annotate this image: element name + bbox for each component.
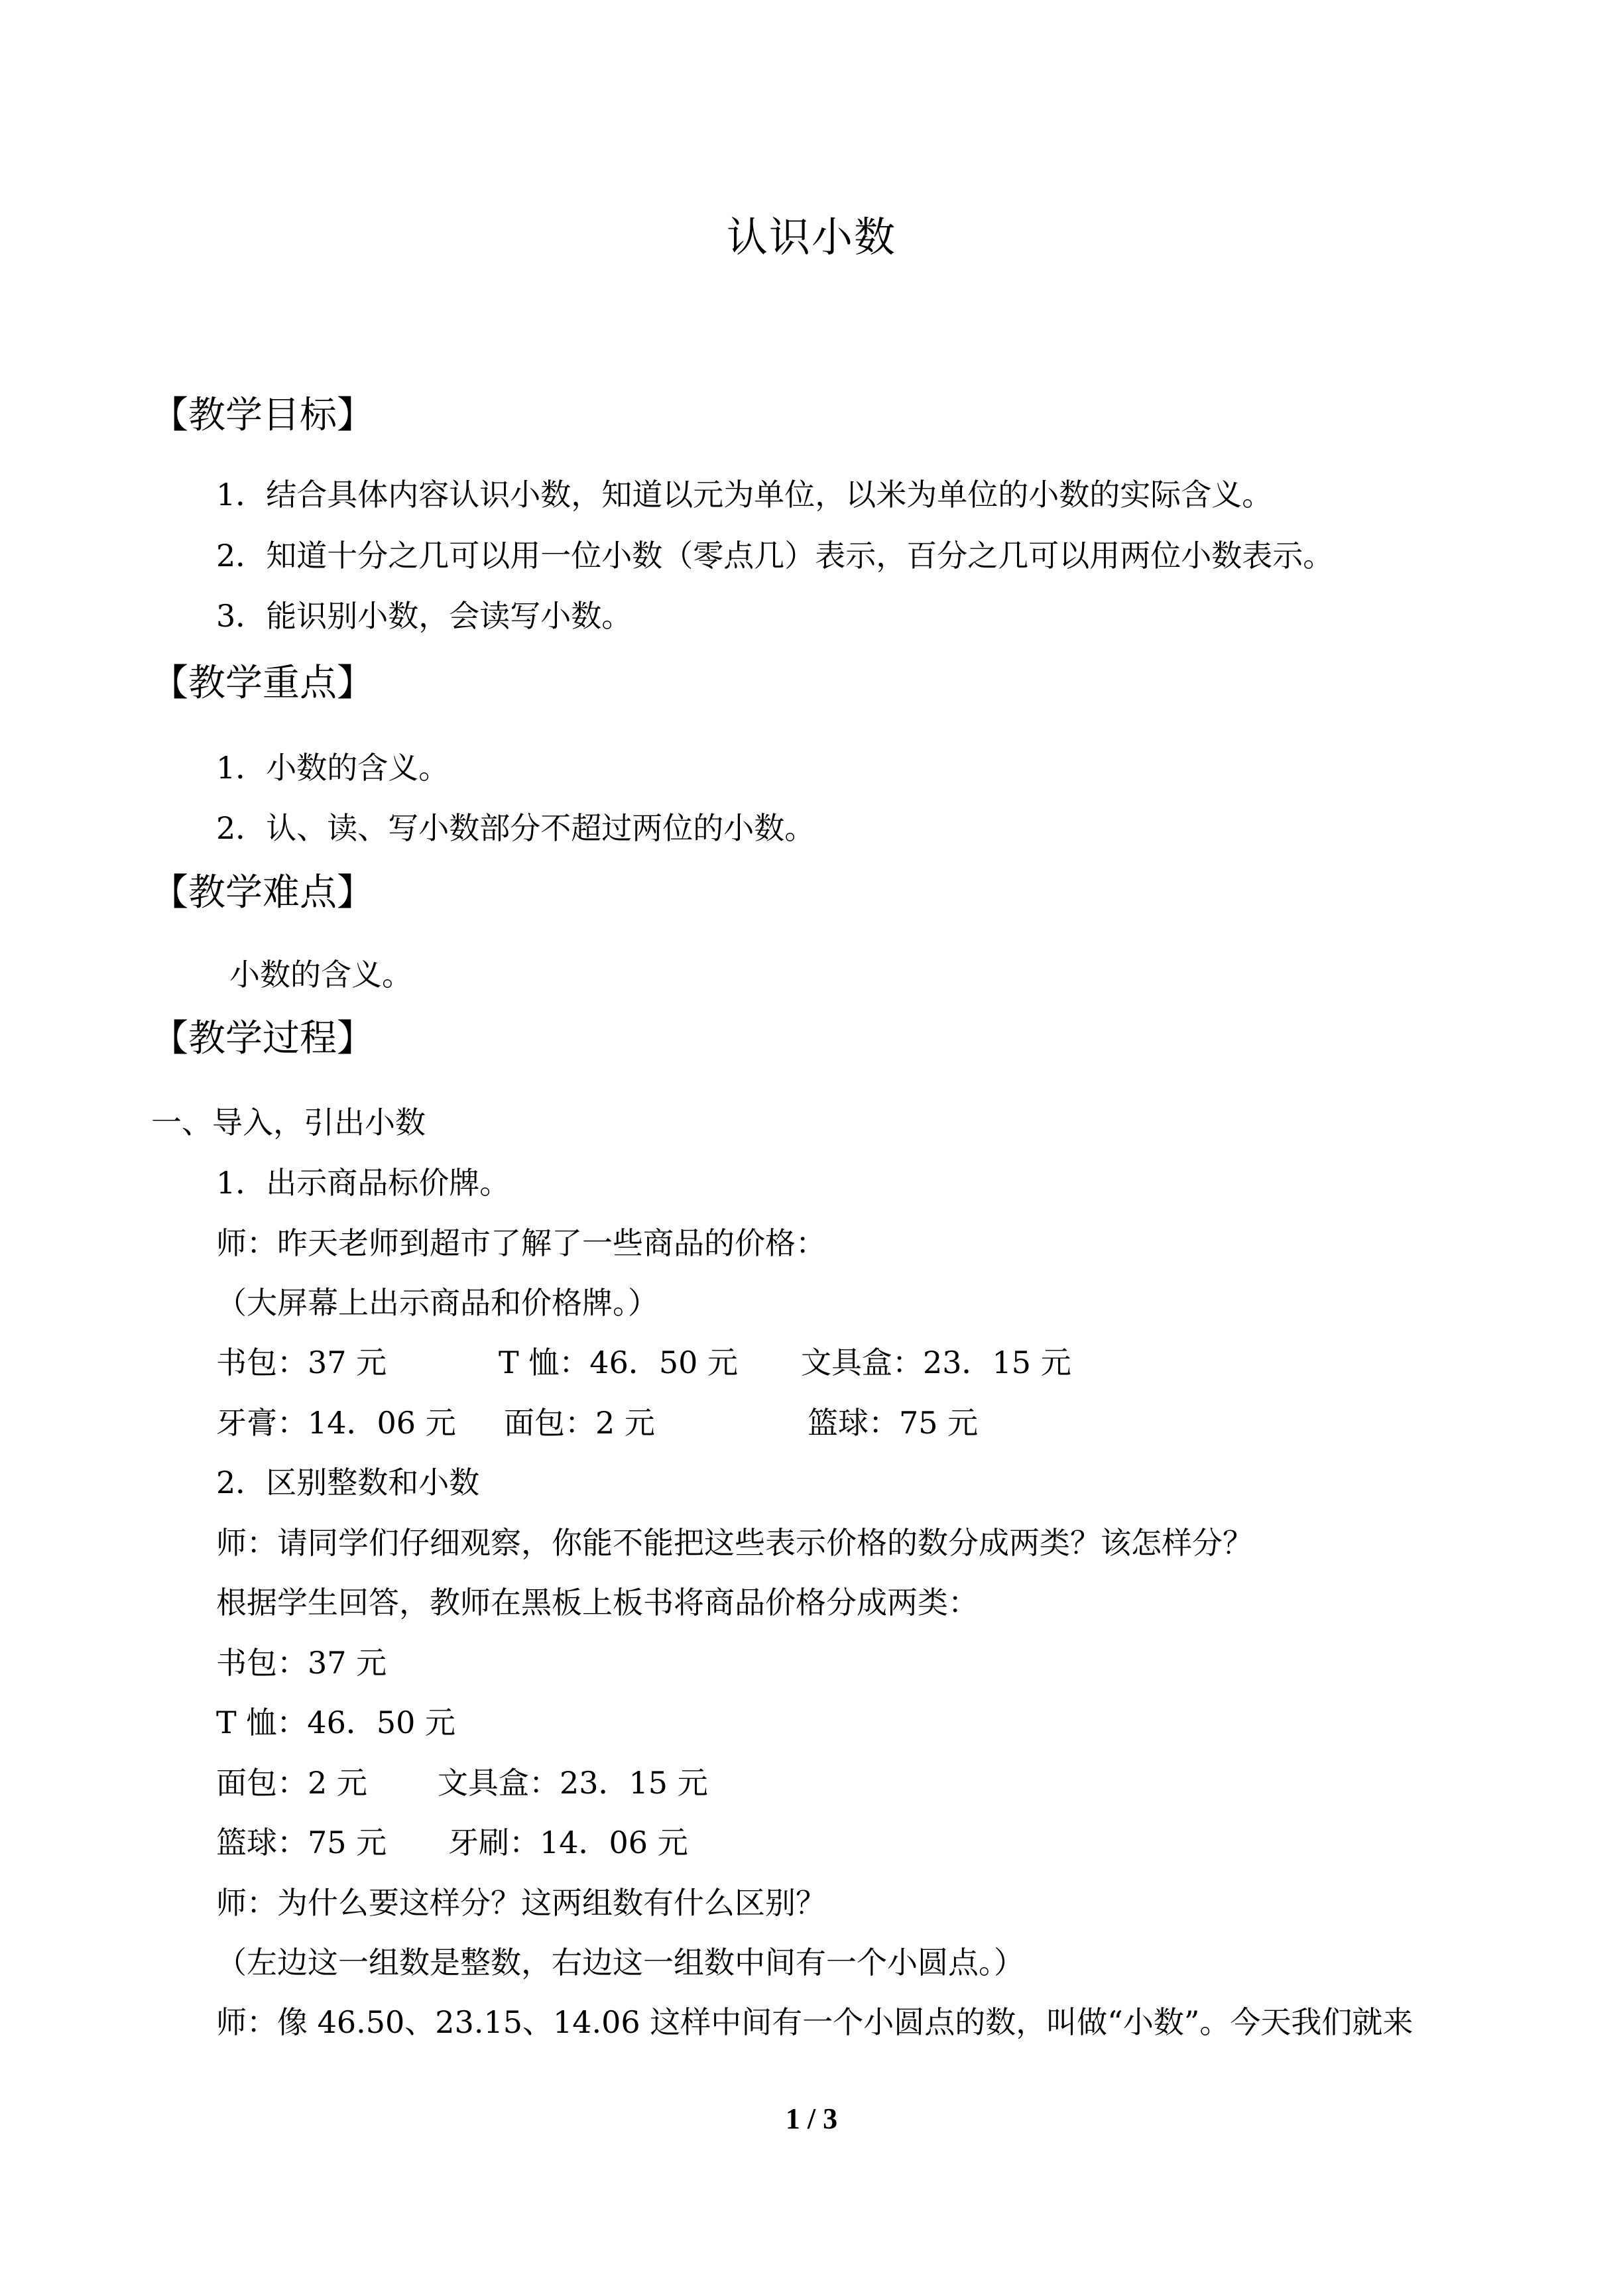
key-point-item: 1．小数的含义。 xyxy=(216,750,450,786)
board-line: 篮球：75 元 xyxy=(216,1825,387,1860)
price-item: 书包：37 元 xyxy=(216,1345,387,1380)
objective-item: 2．知道十分之几可以用一位小数（零点几）表示，百分之几可以用两位小数表示。 xyxy=(216,538,1334,574)
difficulty-item: 小数的含义。 xyxy=(229,957,412,993)
teacher-line: 师：像 46.50、23.15、14.06 这样中间有一个小圆点的数，叫做“小数”。今天我们就来 xyxy=(216,2004,1413,2040)
price-item: 篮球：75 元 xyxy=(808,1405,979,1441)
teacher-line: 师：昨天老师到超市了解了一些商品的价格： xyxy=(216,1225,826,1261)
board-line: 牙刷：14．06 元 xyxy=(448,1825,688,1860)
price-item: 牙膏：14．06 元 xyxy=(216,1405,456,1441)
objective-item: 3．能识别小数，会读写小数。 xyxy=(216,598,632,634)
note-line: （大屏幕上出示商品和价格牌。） xyxy=(216,1285,658,1321)
price-item: T 恤：46．50 元 xyxy=(499,1345,738,1380)
board-line: 书包：37 元 xyxy=(216,1645,387,1681)
board-line: 面包：2 元 xyxy=(216,1765,367,1801)
teacher-line: 师：请同学们仔细观察，你能不能把这些表示价格的数分成两类？该怎样分？ xyxy=(216,1525,1253,1561)
page-indicator: 1 / 3 xyxy=(785,2102,838,2135)
board-line: T 恤：46．50 元 xyxy=(216,1705,455,1740)
section-heading-key-points: 【教学重点】 xyxy=(151,662,374,705)
objective-item: 1．结合具体内容认识小数，知道以元为单位，以米为单位的小数的实际含义。 xyxy=(216,477,1273,513)
price-item: 文具盒：23．15 元 xyxy=(801,1345,1071,1380)
section-heading-objectives: 【教学目标】 xyxy=(151,394,374,437)
teacher-line: 师：为什么要这样分？这两组数有什么区别？ xyxy=(216,1885,826,1921)
note-line: （左边这一组数是整数，右边这一组数中间有一个小圆点。） xyxy=(216,1945,1024,1980)
process-step: 1．出示商品标价牌。 xyxy=(216,1165,511,1201)
section-heading-process: 【教学过程】 xyxy=(151,1017,374,1060)
process-part-title: 一、导入，引出小数 xyxy=(151,1105,426,1140)
board-intro-line: 根据学生回答，教师在黑板上板书将商品价格分成两类： xyxy=(216,1585,979,1620)
document-title: 认识小数 xyxy=(726,213,896,261)
section-heading-difficulties: 【教学难点】 xyxy=(151,871,374,914)
process-step: 2．区别整数和小数 xyxy=(216,1465,480,1500)
price-item: 面包：2 元 xyxy=(504,1405,655,1441)
key-point-item: 2．认、读、写小数部分不超过两位的小数。 xyxy=(216,810,815,846)
board-line: 文具盒：23．15 元 xyxy=(438,1765,708,1801)
